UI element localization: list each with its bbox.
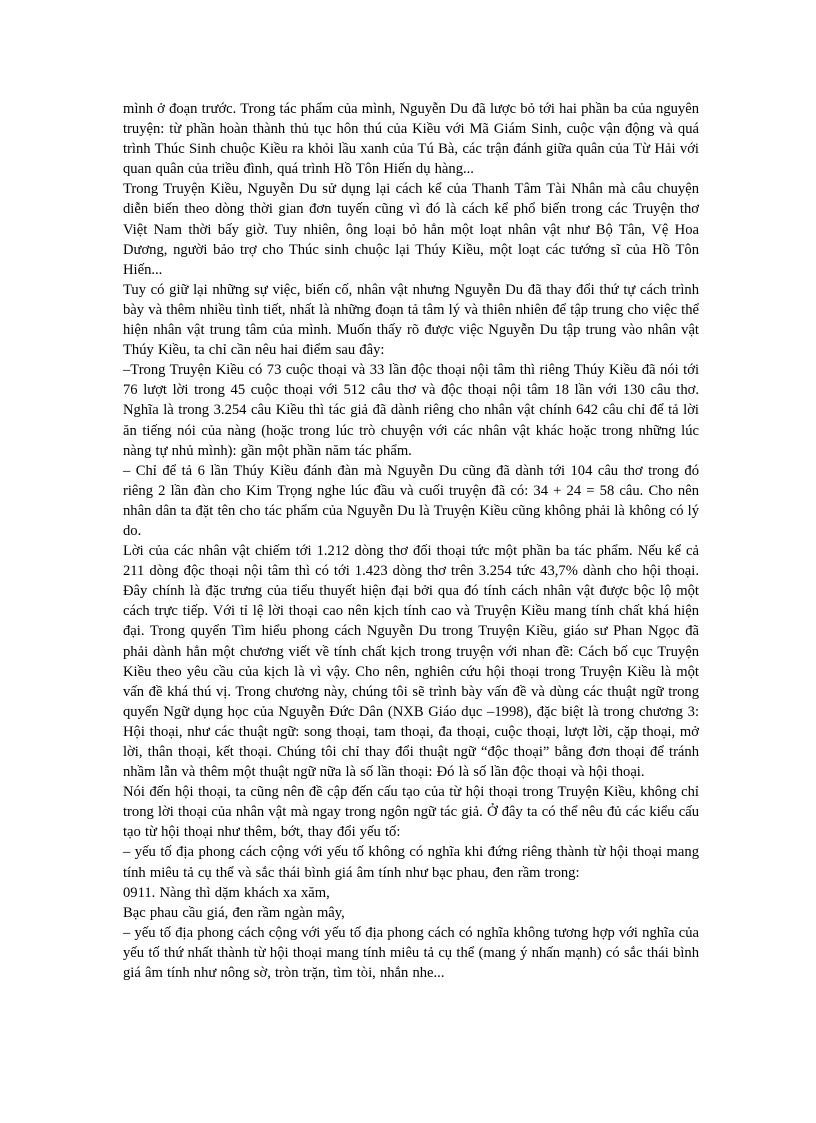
paragraph-omissions: mình ở đoạn trước. Trong tác phẩm của mình, Nguyễn Du đã lược bỏ tới hai phần ba của nguyên truyện: từ phần hoàn thành thủ tục hôn thú của Kiều với Mã Giám Sinh, cuộc vận động và quá trình Thúc Sinh chuộc Kiều ra khỏi lầu xanh của Tú Bà, các trận đánh giữa quân của Từ Hải với quan quân của triều đình, quá trình Hồ Tôn Hiến dụ hàng...: [123, 101, 699, 178]
verse-line-1: 0911. Nàng thì dặm khách xa xăm,: [123, 884, 330, 901]
paragraph-lute-scenes: – Chỉ để tả 6 lần Thúy Kiều đánh đàn mà Nguyễn Du cũng đã dành tới 104 câu thơ trong đó riêng 2 lần đàn cho Kim Trọng nghe lúc đầu và cuối truyện đã có: 34 + 24 = 58 câu. Cho nên nhân dân ta đặt tên cho tác phẩm của Nguyễn Du là Truyện Kiều cũng không phải là không có lý do.: [123, 462, 699, 539]
paragraph-second-pattern: – yếu tố địa phong cách cộng với yếu tố địa phong cách có nghĩa không tương hợp với nghĩa của yếu tố thứ nhất thành từ hội thoại mang tính miêu tả cụ thể (mang ý nhấn mạnh) có sắc thái bình giá âm tính như nông sờ, tròn trặn, tìm tòi, nhắn nhe...: [123, 924, 699, 982]
paragraph-dialogue-share: Lời của các nhân vật chiếm tới 1.212 dòng thơ đối thoại tức một phần ba tác phẩm. Nếu kể cả 211 dòng độc thoại nội tâm thì có tới 1.423 dòng thơ trên 3.254 tức 43,7% dành cho hội thoại. Đây chính là đặc trưng của tiểu thuyết hiện đại bởi qua đó tính cách nhân vật được bộc lộ một cách trực tiếp. Với tỉ lệ lời thoại cao nên kịch tính cao và Truyện Kiều mang tính chất khá hiện đại. Trong quyển Tìm hiểu phong cách Nguyễn Du trong Truyện Kiều, giáo sư Phan Ngọc đã phải dành hẳn một chương viết về tính chất kịch trong truyện với nhan đề: Cách bố cục Truyện Kiều theo yêu cầu của kịch là vì vậy. Cho nên, nghiên cứu hội thoại trong Truyện Kiều là một vấn đề khá thú vị. Trong chương này, chúng tôi sẽ trình bày vấn đề và dùng các thuật ngữ trong quyển Ngữ dụng học của Nguyễn Đức Dân (NXB Giáo dục –1998), đặc biệt là trong chương 3: Hội thoại, như các thuật ngữ: song thoại, tam thoại, đa thoại, cuộc thoại, lượt lời, cặp thoại, mở lời, thân thoại, kết thoại. Chúng tôi chỉ thay đổi thuật ngữ “độc thoại” bằng đơn thoại để tránh nhầm lẫn và thêm một thuật ngữ nữa là số lần thoại: Đó là số lần độc thoại và hội thoại.: [123, 543, 699, 781]
document-page: [123, 99, 699, 983]
paragraph-first-pattern: – yếu tố địa phong cách cộng với yếu tố không có nghĩa khi đứng riêng thành từ hội thoại mang tính miêu tả cụ thể và sắc thái bình giá âm tính như bạc phau, đen rầm trong:: [123, 844, 699, 881]
paragraph-word-structure: Nói đến hội thoại, ta cũng nên đề cập đến cấu tạo của từ hội thoại trong Truyện Kiều, không chỉ trong lời thoại của nhân vật mà ngay trong ngôn ngữ tác giả. Ở đây ta có thể nêu đủ các kiểu cấu tạo từ hội thoại như thêm, bớt, thay đổi yếu tố:: [123, 784, 699, 841]
paragraph-dialogue-stats: –Trong Truyện Kiều có 73 cuộc thoại và 33 lần độc thoại nội tâm thì riêng Thúy Kiều đã nói tới 76 lượt lời trong 45 cuộc thoại với 512 câu thơ và độc thoại nội tâm 18 lần với 130 câu thơ. Nghĩa là trong 3.254 câu Kiều thì tác giả đã dành riêng cho nhân vật chính 642 câu chỉ để tả lời ăn tiếng nói của nàng (hoặc trong lúc trò chuyện với các nhân vật khác hoặc trong những lúc nàng tự nhủ mình): gần một phần năm tác phẩm.: [123, 362, 699, 459]
paragraph-narration-style: Trong Truyện Kiều, Nguyễn Du sử dụng lại cách kể của Thanh Tâm Tài Nhân mà câu chuyện diễn biến theo dòng thời gian đơn tuyến cũng vì đó là cách kể phổ biến trong các Truyện thơ Việt Nam thời bấy giờ. Tuy nhiên, ông loại bỏ hẳn một loạt nhân vật như Bộ Tân, Vệ Hoa Dương, người bảo trợ cho Thúc sinh chuộc lại Thúy Kiều, một loạt các tướng sĩ của Hồ Tôn Hiến...: [123, 181, 699, 278]
paragraph-reordering: Tuy có giữ lại những sự việc, biến cố, nhân vật nhưng Nguyễn Du đã thay đổi thứ tự cách trình bày và thêm nhiều tình tiết, nhất là những đoạn tả tâm lý và thiên nhiên để tập trung cho việc thể hiện nhân vật trung tâm của mình. Muốn thấy rõ được việc Nguyễn Du tập trung vào nhân vật Thúy Kiều, ta chỉ cần nêu hai điểm sau đây:: [123, 281, 699, 359]
verse-line-2: Bạc phau cầu giá, đen rầm ngàn mây,: [123, 904, 345, 921]
